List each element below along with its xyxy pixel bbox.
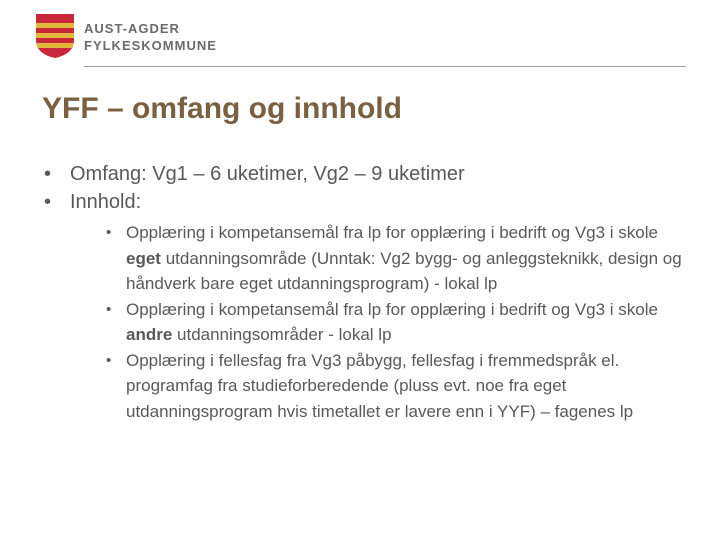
sub-bullet-text: Opplæring i kompetansemål fra lp for opplæring i bedrift og Vg3 i skole <box>126 299 658 319</box>
bullet-innhold-label: Innhold: <box>70 191 142 213</box>
logo-line-2: FYLKESKOMMUNE <box>84 38 217 53</box>
slide-title: YFF – omfang og innhold <box>42 92 402 125</box>
sub-bullet-text: utdanningsområde (Unntak: Vg2 bygg- og anleggsteknikk, design og håndverk bare eget utdanningsprogram) - lokal lp <box>126 248 682 293</box>
bullet-innhold <box>44 188 694 424</box>
sub-bullet-3 <box>106 348 694 425</box>
sub-bullet-list <box>106 220 694 424</box>
sub-bullet-text: utdanningsområder - lokal lp <box>172 325 392 344</box>
sub-bullet-text: Opplæring i kompetansemål fra lp for opplæring i bedrift og Vg3 i skole <box>126 223 658 242</box>
coat-of-arms-icon <box>36 14 74 58</box>
header <box>0 0 720 68</box>
sub-bullet-emphasis: andre <box>126 325 173 344</box>
slide-body <box>44 160 694 424</box>
sub-bullet-1 <box>106 220 694 297</box>
sub-bullet-text: Opplæring i fellesfag fra Vg3 påbygg, fellesfag i fremmedspråk el. programfag fra studieforberedende (pluss evt. noe fra eget utdanningsprogram hvis timetallet er lavere enn i YYF) – fagenes lp <box>126 350 634 421</box>
sub-bullet-2 <box>106 297 694 348</box>
bullet-omfang: • Omfang: Vg1 – 6 uketimer, Vg2 – 9 uketimer <box>44 160 694 188</box>
bullet-list <box>44 160 694 424</box>
organization-logo-text <box>84 20 217 54</box>
sub-bullet-emphasis: eget <box>126 248 161 268</box>
logo-line-1: AUST-AGDER <box>84 21 180 36</box>
header-divider <box>84 66 686 67</box>
